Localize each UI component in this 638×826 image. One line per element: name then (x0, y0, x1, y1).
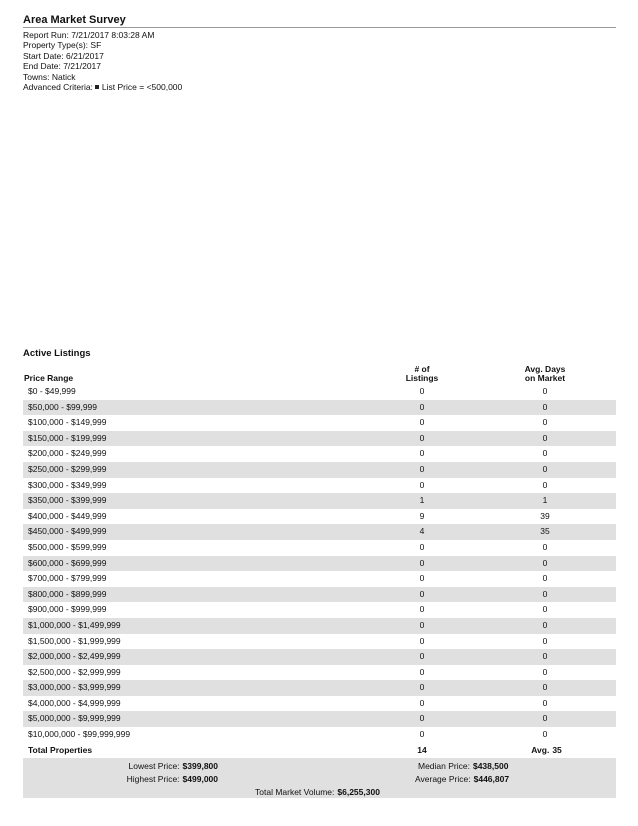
total-days (516, 743, 574, 758)
avg-days-label: Avg. (531, 744, 550, 755)
days-cell: 0 (542, 541, 548, 552)
median-price (418, 761, 508, 771)
price-range-cell: $0 - $49,999 (28, 386, 76, 396)
days-header-line1: Avg. Days (524, 364, 566, 374)
report-header (23, 14, 616, 92)
days-cell: 0 (542, 682, 548, 693)
days-cell: 0 (542, 697, 548, 708)
days-cell: 35 (540, 526, 550, 537)
days-cell: 0 (542, 432, 548, 443)
listings-cell: 0 (419, 666, 425, 677)
listings-header-line1: # of (414, 364, 430, 374)
listings-cell: 0 (419, 417, 425, 428)
table-row (23, 634, 616, 650)
listings-cell: 0 (419, 541, 425, 552)
listings-cell: 0 (419, 588, 425, 599)
highest-price-label: Highest Price: (126, 773, 180, 784)
table-row (23, 587, 616, 603)
days-cell: 0 (542, 557, 548, 568)
listings-cell: 0 (419, 557, 425, 568)
table-row (23, 602, 616, 618)
average-price (415, 774, 509, 784)
listings-cell: 0 (419, 682, 425, 693)
total-row (23, 743, 616, 758)
table-row (23, 415, 616, 431)
price-range-cell: $400,000 - $449,999 (28, 510, 107, 521)
advanced-criteria-value: List Price = <500,000 (101, 82, 183, 93)
section-title: Active Listings (23, 348, 91, 359)
lowest-price (129, 761, 218, 771)
days-header (516, 365, 574, 383)
listings-cell: 0 (419, 697, 425, 708)
price-range-cell: $600,000 - $699,999 (28, 557, 107, 568)
market-volume-value: $6,255,300 (337, 786, 380, 797)
start-date-value: 6/21/2017 (66, 50, 104, 61)
avg-days-value: 35 (552, 744, 562, 755)
price-range-cell: $900,000 - $999,999 (28, 604, 107, 615)
listings-cell: 0 (419, 729, 425, 740)
table-row (23, 509, 616, 525)
days-cell: 0 (542, 713, 548, 724)
table-row (23, 618, 616, 634)
price-range-cell: $200,000 - $249,999 (28, 448, 107, 459)
price-range-cell: $1,000,000 - $1,499,999 (28, 619, 121, 630)
listings-cell: 0 (419, 713, 425, 724)
price-range-cell: $1,500,000 - $1,999,999 (28, 635, 121, 646)
highest-price (127, 774, 218, 784)
listings-cell: 0 (419, 479, 425, 490)
towns-line (23, 72, 616, 82)
highest-price-value: $499,000 (182, 773, 218, 784)
table-row (23, 400, 616, 416)
price-range-header: Price Range (24, 373, 74, 383)
table-row (23, 462, 616, 478)
table-row (23, 711, 616, 727)
active-listings-section (23, 348, 616, 798)
report-run-value: 7/21/2017 8:03:28 AM (71, 30, 155, 40)
listings-cell: 1 (419, 495, 425, 506)
towns-label: Towns: (23, 71, 50, 82)
listings-cell: 0 (419, 401, 425, 412)
property-type-value: SF (90, 40, 102, 51)
price-range-cell: $700,000 - $799,999 (28, 573, 107, 584)
price-range-cell: $250,000 - $299,999 (28, 463, 107, 474)
price-range-cell: $2,500,000 - $2,999,999 (28, 666, 121, 677)
listings-cell: 0 (419, 651, 425, 662)
end-date-label: End Date: (23, 61, 61, 72)
end-date-value: 7/21/2017 (63, 61, 102, 72)
days-cell: 0 (542, 635, 548, 646)
start-date-label: Start Date: (23, 50, 64, 61)
listings-cell: 0 (419, 604, 425, 615)
listings-cell: 0 (419, 573, 425, 584)
days-cell: 0 (542, 401, 548, 412)
listings-cell: 0 (419, 619, 425, 630)
days-cell: 0 (542, 588, 548, 599)
table-row (23, 524, 616, 540)
advanced-criteria-label: Advanced Criteria: (23, 82, 93, 93)
table-row (23, 540, 616, 556)
table-row (23, 446, 616, 462)
price-range-cell: $800,000 - $899,999 (28, 588, 107, 599)
price-range-cell: $3,000,000 - $3,999,999 (28, 682, 121, 693)
advanced-criteria-line (23, 82, 616, 92)
days-cell: 1 (542, 495, 548, 506)
report-run-label: Report Run: (23, 30, 69, 40)
price-range-cell: $5,000,000 - $9,999,999 (28, 713, 121, 724)
report-title: Area Market Survey (23, 14, 616, 28)
price-range-cell: $350,000 - $399,999 (28, 495, 107, 506)
days-header-line2: on Market (524, 373, 566, 383)
days-cell: 39 (540, 510, 550, 521)
price-range-cell: $300,000 - $349,999 (28, 479, 107, 490)
listings-cell: 9 (419, 510, 425, 521)
price-range-cell: $100,000 - $149,999 (28, 417, 107, 428)
price-range-cell: $2,000,000 - $2,499,999 (28, 651, 121, 662)
total-label: Total Properties (28, 744, 93, 755)
listings-cell: 4 (419, 526, 425, 537)
average-price-value: $446,807 (473, 773, 510, 784)
price-range-cell: $150,000 - $199,999 (28, 432, 107, 443)
table-row (23, 696, 616, 712)
days-cell: 0 (542, 729, 548, 740)
towns-value: Natick (51, 71, 76, 82)
table-header (23, 362, 616, 384)
days-cell: 0 (542, 651, 548, 662)
listings-header (393, 365, 451, 383)
table-row (23, 680, 616, 696)
price-range-cell: $10,000,000 - $99,999,999 (28, 729, 131, 740)
listings-cell: 0 (419, 386, 425, 396)
listings-cell: 0 (419, 635, 425, 646)
median-price-label: Median Price: (418, 760, 470, 771)
table-row (23, 556, 616, 572)
bullet-square-icon (95, 85, 99, 89)
listings-cell: 0 (419, 448, 425, 459)
lowest-price-value: $399,800 (182, 760, 218, 771)
table-row (23, 649, 616, 665)
price-summary (23, 758, 616, 798)
total-listings: 14 (417, 744, 427, 755)
table-row (23, 571, 616, 587)
days-cell: 0 (542, 386, 548, 396)
table-row (23, 478, 616, 494)
days-cell: 0 (542, 666, 548, 677)
price-range-cell: $50,000 - $99,999 (28, 401, 98, 412)
table-row (23, 384, 616, 400)
market-volume-label: Total Market Volume: (255, 786, 335, 797)
total-market-volume (255, 787, 380, 797)
median-price-value: $438,500 (472, 760, 509, 771)
days-cell: 0 (542, 479, 548, 490)
report-run-line (23, 30, 616, 40)
listings-header-line2: Listings (405, 373, 439, 383)
end-date-line (23, 61, 616, 71)
price-range-cell: $500,000 - $599,999 (28, 541, 107, 552)
days-cell: 0 (542, 417, 548, 428)
average-price-label: Average Price: (415, 773, 471, 784)
days-cell: 0 (542, 604, 548, 615)
table-row (23, 665, 616, 681)
property-type-label: Property Type(s): (23, 40, 89, 51)
listings-cell: 0 (419, 432, 425, 443)
table-row (23, 727, 616, 743)
days-cell: 0 (542, 619, 548, 630)
price-range-cell: $450,000 - $499,999 (28, 526, 107, 537)
start-date-line (23, 51, 616, 61)
table-row (23, 431, 616, 447)
property-type-line (23, 40, 616, 50)
days-cell: 0 (542, 448, 548, 459)
listings-cell: 0 (419, 463, 425, 474)
days-cell: 0 (542, 573, 548, 584)
days-cell: 0 (542, 463, 548, 474)
lowest-price-label: Lowest Price: (128, 760, 180, 771)
price-range-cell: $4,000,000 - $4,999,999 (28, 697, 121, 708)
table-body (23, 384, 616, 743)
table-row (23, 493, 616, 509)
